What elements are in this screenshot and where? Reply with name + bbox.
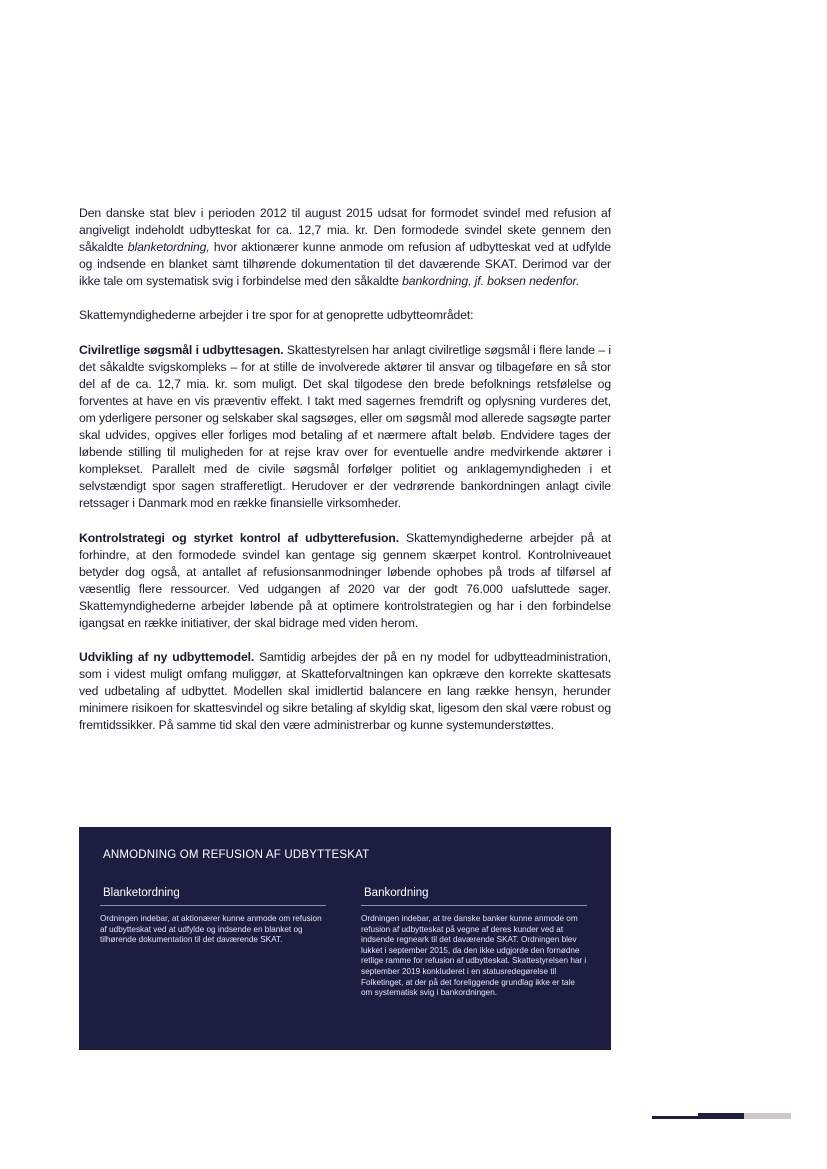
intro-italic-1: blanketordning, (127, 240, 210, 255)
civil-lawsuits-text: Skattestyrelsen har anlagt civilretlige søgsmål i flere lande – i det såkaldte svigskompleks – for at stille de involverede aktører til ansvar og tilbageføre en så stor del af de ca. 12,7 mia. kr. som muligt. Det skal tilgodese den brede befolknings retsfølelse og forventes at have en vis præventiv effekt. I takt med sagernes fremdrift og oplysning vurderes det, om yderligere personer og selskaber skal sagsøges, eller om søgsmål mod allerede sagsøgte parter skal udvides, opgives eller forliges mod betaling af et nærmere aftalt beløb. Endvidere tages der løbende stilling til muligheden for at rejse krav over for eventuelle andre medvirkende aktører i komplekset. Parallelt med de civile søgsmål forfølger politiet og anklagemyndigheden i et selvstændigt spor sagen strafferetligt. Herudover er der vedrørende bankordningen anlagt civile retssager i Danmark mod en række finansielle virksomheder. (79, 342, 611, 511)
new-model-heading: Udvikling af ny udbyttemodel. (79, 650, 255, 665)
civil-lawsuits-heading: Civilretlige søgsmål i udbyttesagen. (79, 342, 284, 357)
blanket-heading: Blanketordning (100, 887, 326, 906)
footer-bar-dark (698, 1113, 744, 1119)
bank-body: Ordningen indebar, at tre danske banker kunne anmode om refusion af udbytteskat på vegne af deres kunder ved at indsende regneark til det daværende SKAT. Ordningen blev lukket i september 2015, da den ikke udgjorde den fornødne retlige ramme for refusion af udbytteskat. Skattestyrelsen har i september 2019 konkluderet i en statusredegørelse til Folketinget, at der på det foreliggende grundlag ikke er tale om systematisk svig i bankordningen. (361, 914, 587, 998)
bank-heading: Bankordning (361, 887, 587, 906)
intro-text-1: Den danske stat blev i perioden 2012 til august 2015 udsat for formodet svindel med refusion af angiveligt indeholdt udbytteskat for ca. 12,7 mia. kr. Den formodede svindel skete gennem den såkaldte (79, 206, 611, 255)
info-box-title: ANMODNING OM REFUSION AF UDBYTTESKAT (103, 849, 370, 861)
footer-bar-thin (652, 1116, 698, 1119)
bank-column (361, 887, 587, 999)
paragraph-new-model (79, 649, 611, 734)
new-model-text: Samtidig arbejdes der på en ny model for udbytteadministration, som i videst muligt omfang muliggør, at Skatteforvaltningen kan opkræve den korrekte skattesats ved udbetaling af udbyttet. Modellen skal imidlertid balancere en lang række hensyn, herunder minimere risikoen for skattesvindel og sikre betaling af skyldig skat, ligesom den skal være robust og fremtidssikker. På samme tid skal den være administrerbar og kunne systemunderstøttes. (79, 650, 611, 733)
paragraph-control-strategy (79, 530, 611, 633)
paragraph-civil-lawsuits (79, 342, 611, 513)
footer-bar-light (744, 1113, 791, 1119)
intro-italic-2: bankordning, jf. boksen nedenfor. (402, 274, 580, 289)
main-text (79, 205, 611, 752)
info-box (79, 827, 611, 1050)
blanket-column (100, 887, 326, 946)
control-strategy-heading: Kontrolstrategi og styrket kontrol af udbytterefusion. (79, 530, 400, 545)
control-strategy-text: Skattemyndighederne arbejder på at forhindre, at den formodede svindel kan gentage sig gennem skærpet kontrol. Kontrolniveauet betyder dog også, at antallet af refusionsanmodninger løbende ophobes på trods af tilførsel af væsentlig flere ressourcer. Ved udgangen af 2020 var der godt 76.000 uafsluttede sager. Skattemyndighederne arbejder løbende på at optimere kontrolstrategien og har i den forbindelse igangsat en række initiativer, der skal bidrage med viden herom. (79, 530, 611, 630)
paragraph-intro (79, 205, 611, 290)
blanket-body: Ordningen indebar, at aktionærer kunne anmode om refusion af udbytteskat ved at udfylde og indsende en blanket og tilhørende dokumentation til det daværende SKAT. (100, 914, 322, 945)
paragraph-tracks: Skattemyndighederne arbejder i tre spor for at genoprette udbytteområdet: (79, 308, 474, 323)
intro-text-2: hvor aktionærer kunne anmode om refusion af udbytteskat ved at udfylde og indsende en blanket samt tilhørende dokumentation til det daværende SKAT. Derimod var der ikke tale om systematisk svig i forbindelse med den såkaldte (79, 240, 611, 289)
